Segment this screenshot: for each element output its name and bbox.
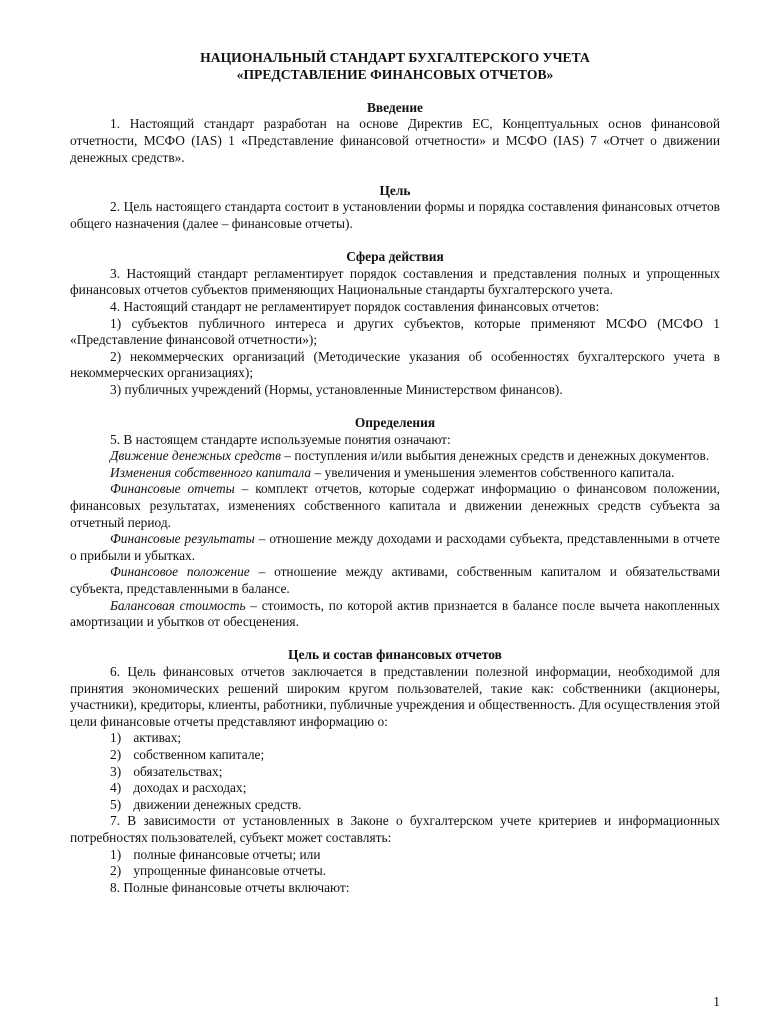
- heading-goal: Цель: [379, 182, 411, 198]
- definition-text: – увеличения и уменьшения элементов собственного капитала.: [311, 464, 675, 480]
- list-item: [70, 747, 720, 764]
- list-item: [70, 780, 720, 797]
- list-information-items: [70, 730, 720, 813]
- list-item: [70, 847, 720, 864]
- paragraph-5: 5. В настоящем стандарте используемые понятия означают:: [110, 431, 451, 447]
- document-page: [70, 50, 720, 896]
- paragraph-2: 2. Цель настоящего стандарта состоит в установлении формы и порядка составления финансовых отчетов общего назначения (далее – финансовые отчеты).: [70, 199, 720, 231]
- definition-equity-changes: [70, 465, 720, 482]
- list-item-text: движении денежных средств.: [133, 796, 302, 812]
- definition-financial-results: [70, 531, 720, 564]
- scope-item-3: 3) публичных учреждений (Нормы, установленные Министерством финансов).: [110, 381, 563, 397]
- list-item: [70, 863, 720, 880]
- list-item: [70, 764, 720, 781]
- list-item-number: 3): [110, 763, 122, 779]
- list-item-text: упрощенные финансовые отчеты.: [133, 863, 327, 879]
- paragraph-6: 6. Цель финансовых отчетов заключается в представлении полезной информации, необходимой для принятия экономических решений широким кругом пользователей, такие как: собственники (акционеры, участники), кредиторы, клиенты, работники, публичные учреждения и общественность. Для осуществления этой цели финансовые отчеты представляют информацию о:: [70, 663, 720, 729]
- definition-term: Финансовое положение: [110, 564, 250, 580]
- definition-text: – стоимость, по которой актив признается в балансе после вычета накопленных амортизации и убытков от обесценения.: [70, 597, 720, 630]
- definition-carrying-amount: [70, 598, 720, 631]
- paragraph-4: 4. Настоящий стандарт не регламентирует порядок составления финансовых отчетов:: [110, 298, 600, 314]
- definition-term: Движение денежных средств: [110, 448, 281, 464]
- paragraph-3: 3. Настоящий стандарт регламентирует порядок составления и представления полных и упрощенных финансовых отчетов субъектов применяющих Национальные стандарты бухгалтерского учета.: [70, 265, 720, 298]
- definition-term: Финансовые результаты: [110, 531, 255, 547]
- paragraph-7: 7. В зависимости от установленных в Законе о бухгалтерском учете критериев и информационных потребностях пользователей, субъект может составлять:: [70, 813, 720, 845]
- definition-text: – отношение между доходами и расходами субъекта, представленными в отчете о прибыли и убытках.: [70, 531, 720, 563]
- list-item-number: 5): [110, 796, 122, 812]
- list-item-text: обязательствах;: [133, 763, 223, 779]
- list-item: [70, 797, 720, 814]
- definition-financial-statements: [70, 481, 720, 531]
- definition-financial-position: [70, 564, 720, 597]
- list-item-number: 2): [110, 863, 122, 879]
- definition-text: – комплект отчетов, которые содержат информацию о финансовом положении, финансовых результатах, изменениях собственного капитала и движении денежных средств субъекта за отчетный период.: [70, 481, 720, 530]
- list-item-text: доходах и расходах;: [133, 780, 247, 796]
- list-item-number: 2): [110, 746, 122, 762]
- list-item-text: активах;: [133, 730, 182, 746]
- paragraph-1: 1. Настоящий стандарт разработан на основе Директив ЕС, Концептуальных основ финансовой отчетности, МСФО (IAS) 1 «Представление финансовой отчетности» и МСФО (IAS) 7 «Отчет о движении денежных средств».: [70, 116, 720, 165]
- definition-term: Балансовая стоимость: [110, 597, 246, 613]
- definition-text: – отношение между активами, собственным капиталом и обязательствами субъекта, представленными в балансе.: [70, 564, 720, 596]
- scope-item-1: 1) субъектов публичного интереса и других субъектов, которые применяют МСФО (МСФО 1 «Представление финансовой отчетности»);: [70, 315, 720, 348]
- definition-text: – поступления и/или выбытия денежных средств и денежных документов.: [280, 448, 710, 464]
- definition-cash-flow: [70, 448, 720, 465]
- list-item-number: 1): [110, 846, 122, 862]
- definition-term: Изменения собственного капитала: [110, 464, 312, 480]
- heading-scope: Сфера действия: [346, 249, 444, 265]
- list-item-number: 4): [110, 780, 122, 796]
- heading-definitions: Определения: [354, 415, 436, 431]
- document-title-line-2: «ПРЕДСТАВЛЕНИЕ ФИНАНСОВЫХ ОТЧЕТОВ»: [236, 66, 554, 82]
- heading-purpose-composition: Цель и состав финансовых отчетов: [288, 647, 502, 663]
- list-item-number: 1): [110, 730, 122, 746]
- list-item-text: полные финансовые отчеты; или: [133, 846, 321, 862]
- list-item: [70, 730, 720, 747]
- list-statement-types: [70, 847, 720, 880]
- heading-introduction: Введение: [366, 99, 424, 115]
- paragraph-8: 8. Полные финансовые отчеты включают:: [110, 879, 350, 895]
- page-number: 1: [713, 994, 720, 1009]
- definition-term: Финансовые отчеты: [110, 481, 235, 497]
- document-title-line-1: НАЦИОНАЛЬНЫЙ СТАНДАРТ БУХГАЛТЕРСКОГО УЧЕТА: [200, 50, 590, 65]
- list-item-text: собственном капитале;: [133, 746, 265, 762]
- scope-item-2: 2) некоммерческих организаций (Методические указания об особенностях бухгалтерского учета в некоммерческих организациях);: [70, 348, 720, 381]
